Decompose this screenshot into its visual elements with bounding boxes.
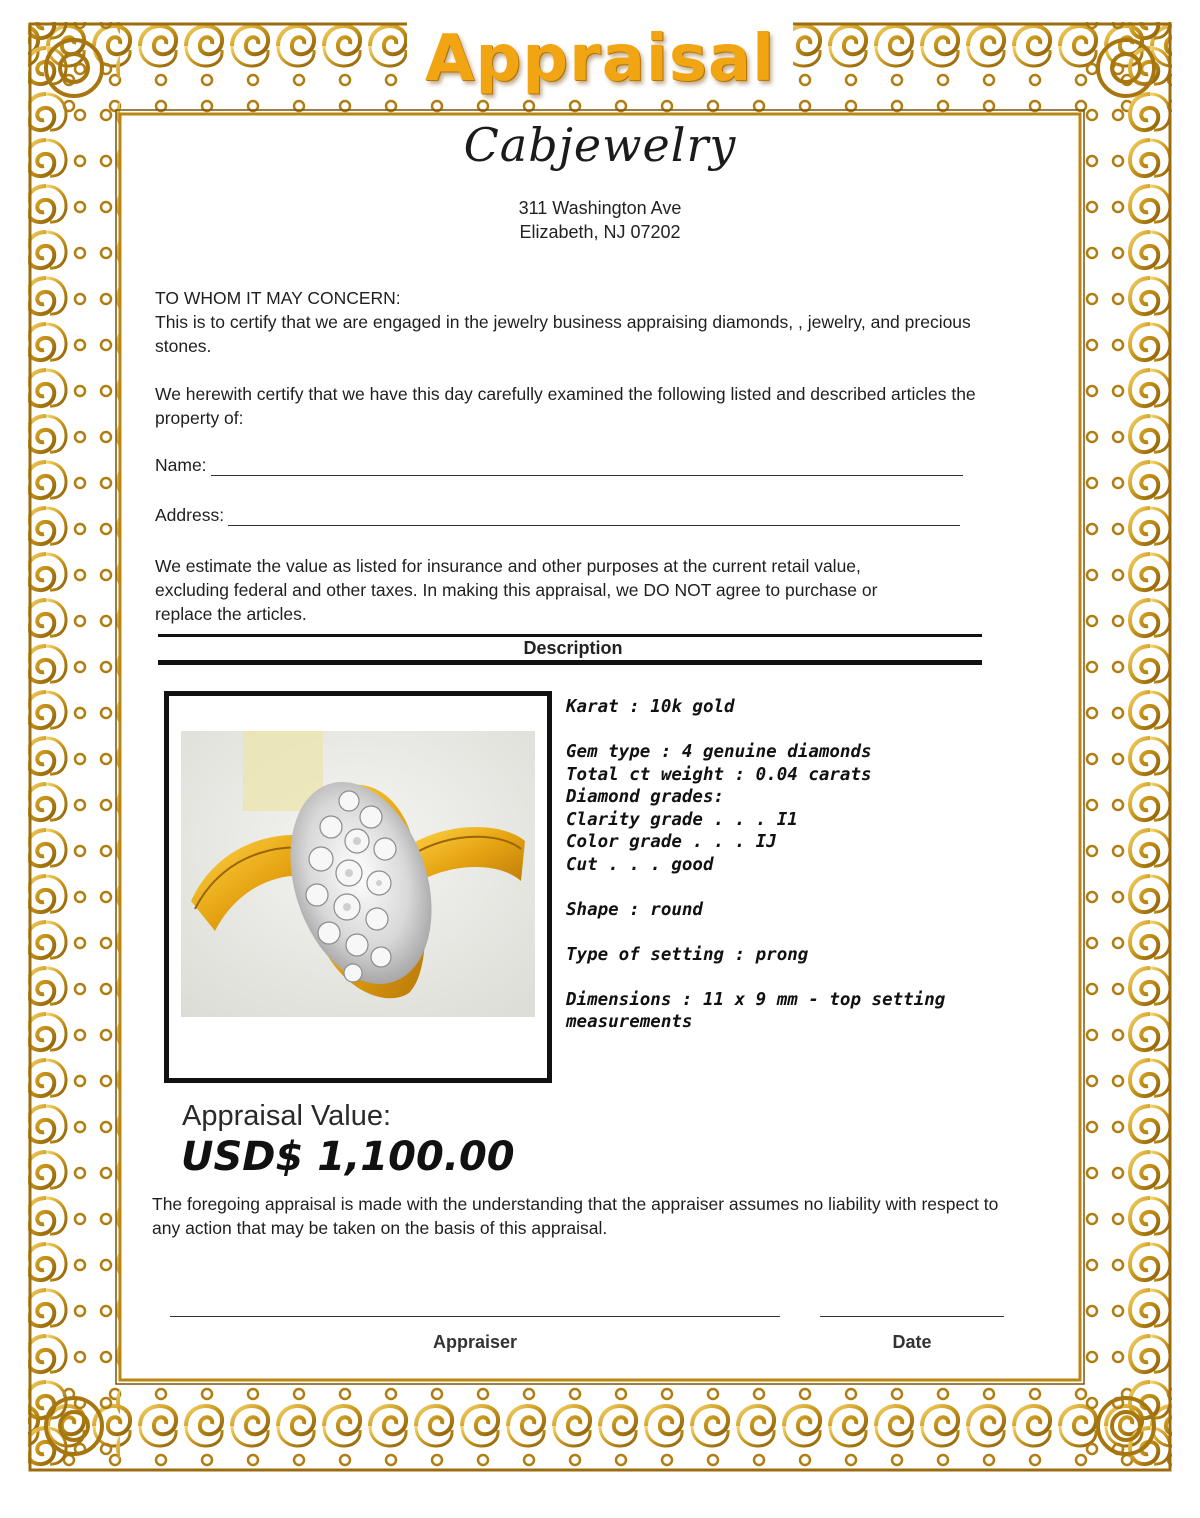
salutation: TO WHOM IT MAY CONCERN: [155, 288, 401, 308]
spec-setting: Type of setting : prong [566, 944, 809, 965]
address-label: Address: [155, 505, 225, 525]
spec-color: Color grade . . . IJ [566, 832, 777, 852]
address-field[interactable] [155, 505, 960, 526]
name-label: Name: [155, 455, 207, 475]
examined-paragraph: We herewith certify that we have this day carefully examined the following listed and described articles the property of: [155, 384, 976, 428]
certify-paragraph: This is to certify that we are engaged in the jewelry business appraising diamonds, , jewelry, and precious stones. [155, 312, 971, 356]
spec-shape: Shape : round [566, 899, 703, 920]
divider-bottom [158, 660, 982, 665]
description-heading: Description [523, 638, 623, 658]
spec-total-ct: Total ct weight : 0.04 carats [566, 764, 872, 785]
document-title: Appraisal [0, 22, 1200, 96]
specifications-list [566, 696, 986, 1034]
date-signature-line[interactable] [820, 1316, 1004, 1317]
spec-clarity: Clarity grade . . . I1 [566, 809, 798, 830]
appraisal-value-amount: USD$ 1,100.00 [181, 1134, 515, 1180]
address-line [228, 507, 960, 526]
diamond-cluster-ring-photo [181, 731, 535, 1017]
address-line-1: 311 Washington Ave [518, 198, 682, 218]
liability-disclaimer: The foregoing appraisal is made with the understanding that the appraiser assumes no liability with respect to any action that may be taken on the basis of this appraisal. [152, 1194, 999, 1238]
brand-name: Cabjewelry [463, 118, 737, 172]
date-label: Date [892, 1332, 932, 1352]
valuation-paragraph: We estimate the value as listed for insurance and other purposes at the current retail value, excluding federal and other taxes. In making this appraisal, we DO NOT agree to purchase or replace the articles. [155, 556, 878, 624]
appraiser-label: Appraiser [432, 1332, 518, 1352]
name-field[interactable] [155, 455, 963, 476]
spec-dimensions: Dimensions : 11 x 9 mm - top setting measurements [566, 989, 946, 1032]
divider-top [158, 634, 982, 637]
appraiser-signature-line[interactable] [170, 1316, 780, 1317]
ring-photo-frame [164, 691, 552, 1083]
spec-grades-heading: Diamond grades: [566, 787, 725, 807]
appraisal-value-label: Appraisal Value: [182, 1100, 392, 1132]
address-line-2: Elizabeth, NJ 07202 [519, 222, 681, 242]
spec-cut: Cut . . . good [566, 854, 714, 875]
spec-gem-type: Gem type : 4 genuine diamonds [566, 742, 872, 762]
name-line [211, 457, 963, 476]
spec-karat: Karat : 10k gold [566, 697, 735, 717]
